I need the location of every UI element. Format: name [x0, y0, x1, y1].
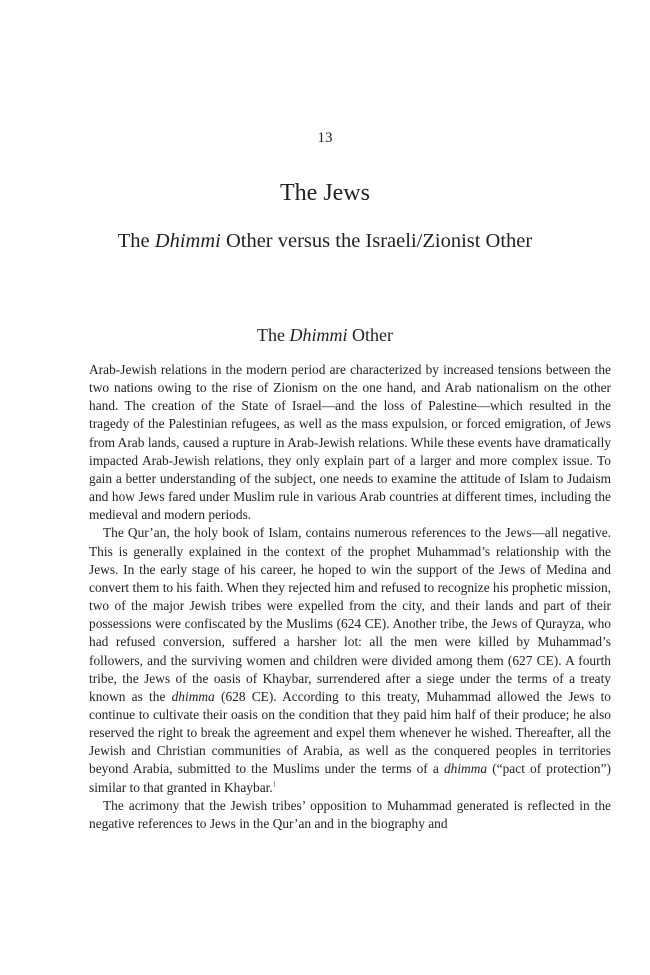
paragraph-1: Arab-Jewish relations in the modern period are characterized by increased tensions between the two nations owing to the rise of Zionism on the one hand, and Arab nationalism on the other hand. The creation of the State of Israel—and the loss of Palestine—which resulted in the tragedy of the Palestinian refugees, as well as the mass expulsion, or forced emigration, of Jews from Arab lands, caused a rupture in Arab-Jewish relations. While these events have dramatically impacted Arab-Jewish relations, they only explain part of a larger and more complex issue. To gain a better understanding of the subject, one needs to examine the attitude of Islam to Judaism and how Jews fared under Muslim rule in various Arab countries at different times, including the medieval and modern periods. [89, 362, 611, 523]
chapter-subtitle [0, 226, 650, 256]
chapter-number: 13 [317, 130, 333, 146]
chapter-title: The Jews [280, 180, 370, 206]
paragraph-2-part-a: The Qur’an, the holy book of Islam, contains numerous references to the Jews—all negative. This is generally explained in the context of the prophet Muhammad’s relationship with the Jews. In the early stage of his career, he hoped to win the support of the Jews of Medina and convert them to his faith. When they rejected him and refused to recognize his prophetic mission, two of the major Jewish tribes were expelled from the city, and their lands and part of their possessions were confiscated by the Muslims (624 CE). Another tribe, the Jews of Qurayza, who had refused conversion, suffered a harsher lot: all the men were killed by Muhammad’s followers, and the surviving women and children were divided among them (627 CE). A fourth tribe, the Jews of the oasis of Khaybar, surrendered after a siege under the terms of a treaty known as the [89, 525, 611, 704]
paragraph-2 [89, 524, 611, 796]
section-heading-italic-term: Dhimmi [289, 325, 348, 345]
paragraph-2-part-c: (“pact of protection”) similar to that granted in Khaybar. [89, 761, 612, 795]
dhimma-term: dhimma [171, 688, 215, 704]
subtitle-text-start: The [117, 230, 155, 252]
subtitle-italic-term: Dhimmi [154, 230, 221, 252]
paragraph-3: The acrimony that the Jewish tribes’ opposition to Muhammad generated is reflected in the negative references to Jews in the Qur’an and in the biography and [89, 797, 611, 831]
section-heading-start: The [257, 325, 290, 345]
body-text [89, 361, 611, 833]
footnote-marker[interactable]: 1 [272, 780, 277, 789]
section-heading [0, 321, 650, 349]
dhimma-term: dhimma [443, 761, 488, 777]
paragraph-2-part-b: (628 CE). According to this treaty, Muhammad allowed the Jews to continue to cultivate their oasis on the condition that they paid him half of their produce; he also reserved the right to break the agreement and expel them whenever he wished. Thereafter, all the Jewish and Christian communities of Arabia, as well as the conquered peoples in territories beyond Arabia, submitted to the Muslims under the terms of a [89, 688, 611, 777]
section-heading-end: Other [347, 325, 393, 345]
subtitle-text-end: Other versus the Israeli/Zionist Other [220, 230, 533, 252]
